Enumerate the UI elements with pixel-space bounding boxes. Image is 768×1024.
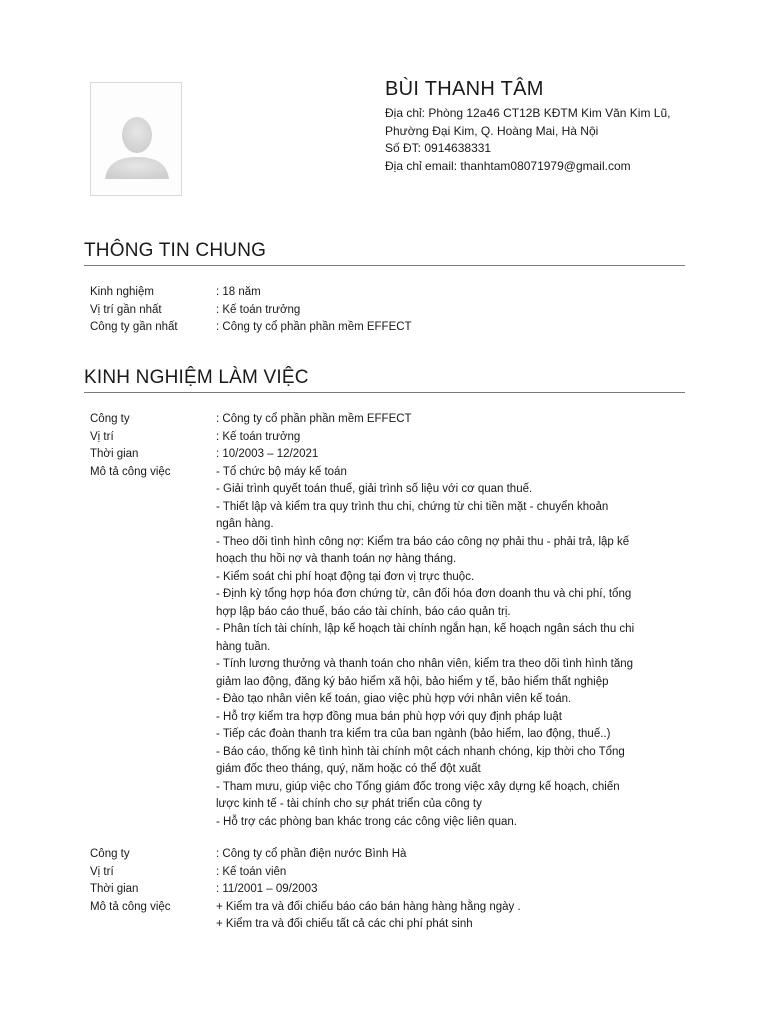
job-label: Thời gian <box>90 448 139 460</box>
job-position: : Kế toán trưởng <box>216 430 301 443</box>
desc-line: hoạch thu hồi nợ và thanh toán nợ hàng tháng. <box>216 553 457 565</box>
job-position: : Kế toán viên <box>216 865 287 878</box>
person-silhouette-icon <box>91 83 182 196</box>
job-company: : Công ty cổ phần điện nước Bình Hà <box>216 848 407 860</box>
desc-line: giám đốc theo tháng, quý, năm hoặc có thể đột xuất <box>216 763 481 775</box>
job-description <box>216 899 690 934</box>
job-row <box>90 411 690 429</box>
desc-line: ngân hàng. <box>216 518 274 530</box>
desc-line: - Đào tạo nhân viên kế toán, giao việc phù hợp với nhân viên kế toán. <box>216 693 572 705</box>
contact-block <box>385 105 725 175</box>
desc-line: - Định kỳ tổng hợp hóa đơn chứng từ, cân đối hóa đơn doanh thu và chi phí, tổng <box>216 588 632 600</box>
job-label: Thời gian <box>90 883 139 895</box>
address-line-2: Phường Đại Kim, Q. Hoàng Mai, Hà Nội <box>385 123 599 138</box>
job-label: Công ty <box>90 848 130 860</box>
job-time: : 11/2001 – 09/2003 <box>216 883 318 895</box>
desc-line: - Báo cáo, thống kê tình hình tài chính một cách nhanh chóng, kịp thời cho Tổng <box>216 745 625 758</box>
desc-line: - Tính lương thưởng và thanh toán cho nhân viên, kiểm tra theo dõi tình hình tăng <box>216 658 634 670</box>
candidate-name: BÙI THANH TÂM <box>385 78 544 100</box>
info-value: : 18 năm <box>216 286 261 298</box>
job-row <box>90 464 690 832</box>
info-value: : Kế toán trưởng <box>216 303 301 316</box>
job-row <box>90 846 690 864</box>
job-label: Công ty <box>90 413 130 425</box>
info-value: : Công ty cổ phần phần mềm EFFECT <box>216 321 412 333</box>
desc-line: lược kinh tế - tài chính cho sự phát triển của công ty <box>216 798 482 810</box>
job-row <box>90 881 690 899</box>
desc-line: + Kiểm tra và đối chiếu tất cả các chi phí phát sinh <box>216 918 473 930</box>
job-row <box>90 446 690 464</box>
desc-line: - Phân tích tài chính, lập kế hoạch tài chính ngắn hạn, kế hoạch ngân sách thu chi <box>216 623 635 635</box>
section-title-general: THÔNG TIN CHUNG <box>84 240 685 266</box>
desc-line: - Tổ chức bộ máy kế toán <box>216 465 347 478</box>
job-row <box>90 864 690 882</box>
job-label: Vị trí <box>90 430 114 443</box>
avatar <box>90 82 182 196</box>
desc-line: hàng tuần. <box>216 640 271 653</box>
desc-line: - Kiểm soát chi phí hoạt động tại đơn vị trực thuộc. <box>216 570 475 583</box>
job-row <box>90 429 690 447</box>
info-row <box>90 319 690 337</box>
info-row <box>90 302 690 320</box>
desc-line: - Theo dõi tình hình công nợ: Kiểm tra báo cáo công nợ phải thu - phải trả, lập kế <box>216 535 630 548</box>
info-row <box>90 284 690 302</box>
job-company: : Công ty cổ phần phần mềm EFFECT <box>216 413 412 425</box>
job-row <box>90 899 690 934</box>
phone: Số ĐT: 0914638331 <box>385 141 492 155</box>
desc-line: - Hỗ trợ kiểm tra hợp đồng mua bán phù hợp với quy định pháp luật <box>216 710 562 723</box>
job-label: Mô tả công việc <box>90 900 171 913</box>
desc-line: - Tiếp các đoàn thanh tra kiểm tra của ban ngành (bảo hiểm, lao động, thuế..) <box>216 728 611 740</box>
job-entry-2 <box>90 846 690 934</box>
job-label: Vị trí <box>90 865 114 878</box>
desc-line: - Thiết lập và kiểm tra quy trình thu chi, chứng từ chi tiền mặt - chuyển khoản <box>216 500 609 513</box>
info-label: Công ty gần nhất <box>90 321 178 333</box>
desc-line: - Giải trình quyết toán thuế, giải trình số liệu với cơ quan thuế. <box>216 483 533 495</box>
job-entry-1 <box>90 411 690 831</box>
info-label: Vị trí gần nhất <box>90 303 162 316</box>
job-description <box>216 464 690 832</box>
job-time: : 10/2003 – 12/2021 <box>216 448 319 460</box>
desc-line: hợp lập báo cáo thuế, báo cáo tài chính, báo cáo quản trị. <box>216 605 511 618</box>
section-title-experience: KINH NGHIỆM LÀM VIỆC <box>84 367 685 393</box>
info-label: Kinh nghiệm <box>90 286 154 298</box>
desc-line: giảm lao động, đăng ký bảo hiểm xã hội, bảo hiểm y tế, bảo hiểm thất nghiệp <box>216 675 609 688</box>
desc-line: + Kiểm tra và đối chiếu báo cáo bán hàng hàng hằng ngày . <box>216 900 521 913</box>
email: Địa chỉ email: thanhtam08071979@gmail.com <box>385 158 631 173</box>
general-info <box>90 284 690 337</box>
desc-line: - Hỗ trợ các phòng ban khác trong các công việc liên quan. <box>216 815 517 828</box>
desc-line: - Tham mưu, giúp việc cho Tổng giám đốc trong việc xây dựng kế hoạch, chiến <box>216 780 620 793</box>
job-label: Mô tả công việc <box>90 465 171 478</box>
address-line-1: Địa chỉ: Phòng 12a46 CT12B KĐTM Kim Văn Kim Lũ, <box>385 106 671 120</box>
